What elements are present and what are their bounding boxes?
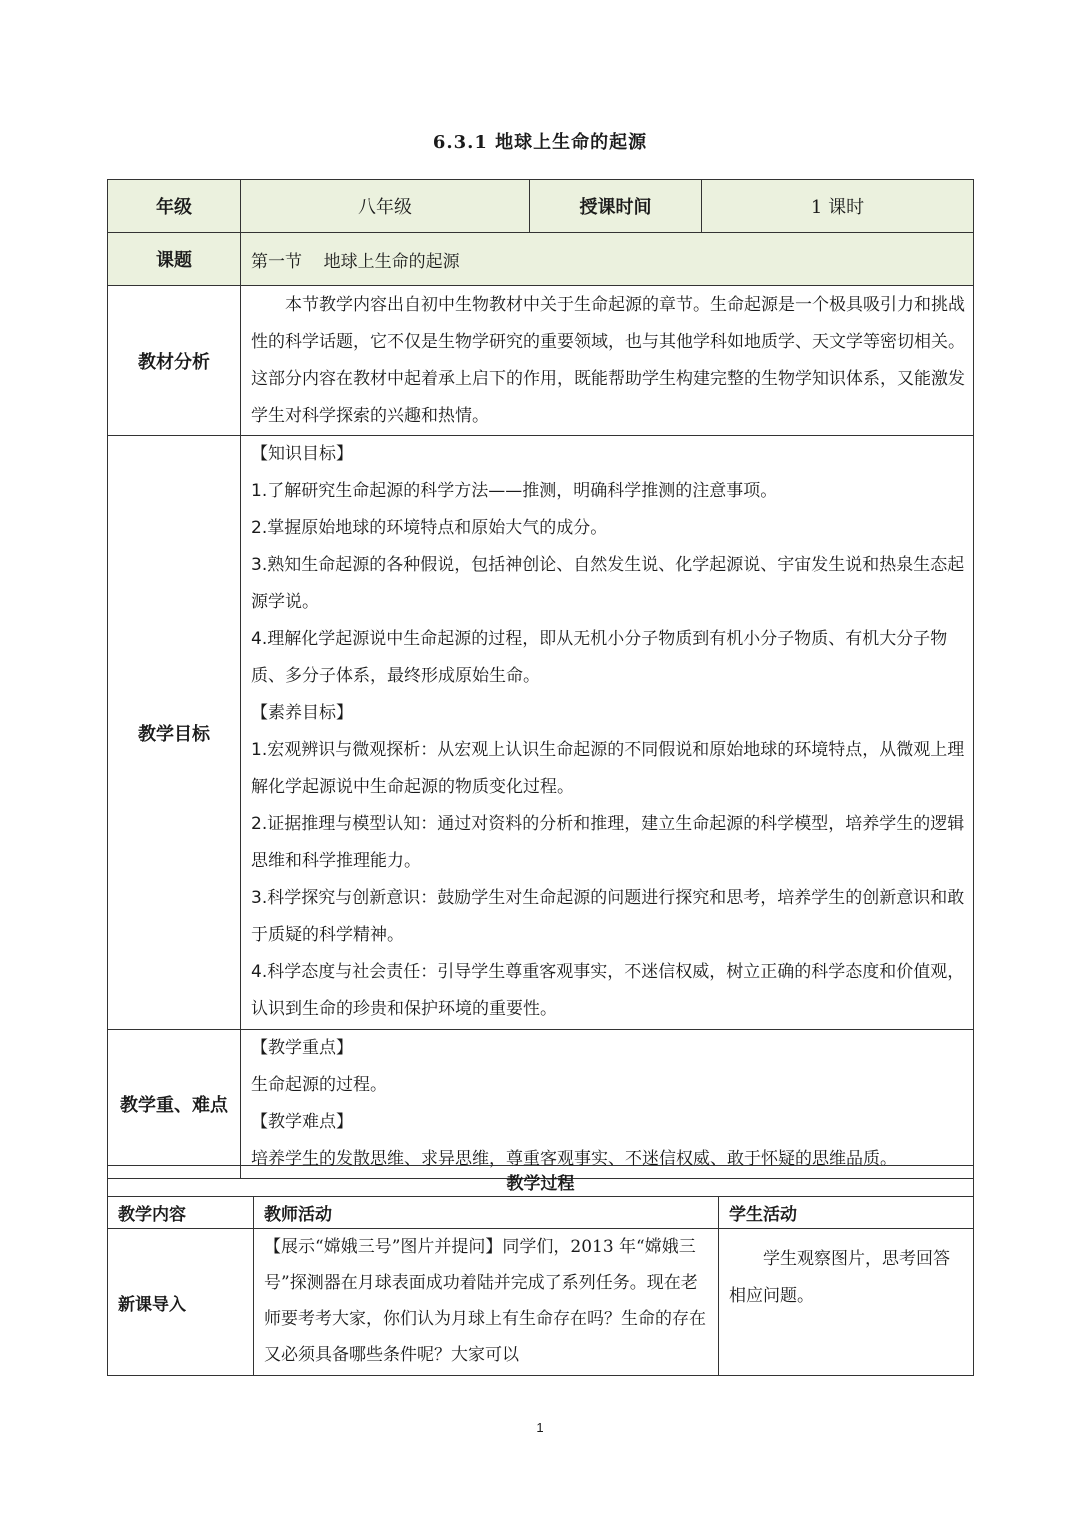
knowledge-item: 2.掌握原始地球的环境特点和原始大气的成分。 (251, 518, 608, 538)
literacy-item: 1.宏观辨识与微观探析：从宏观上认识生命起源的不同假说和原始地球的环境特点，从微观上理解化学起源说中生命起源的物质变化过程。 (251, 740, 965, 797)
col-teacher-header: 教师活动 (254, 1197, 719, 1229)
objectives-label: 教学目标 (108, 436, 241, 1030)
process-table (107, 1165, 974, 1376)
col-content-header: 教学内容 (108, 1197, 254, 1229)
literacy-item: 4.科学态度与社会责任：引导学生尊重客观事实，不迷信权威，树立正确的科学态度和价值观，认识到生命的珍贵和保护环境的重要性。 (251, 962, 965, 1019)
topic-value: 第一节 地球上生命的起源 (241, 233, 974, 286)
intro-label: 新课导入 (108, 1229, 254, 1376)
objectives-content (241, 436, 974, 1030)
grade-row (108, 180, 974, 233)
process-column-headers (108, 1197, 974, 1229)
page-number: 1 (536, 1420, 544, 1435)
grade-label: 年级 (108, 180, 241, 233)
time-value: 1 课时 (702, 180, 974, 233)
knowledge-item: 1.了解研究生命起源的科学方法——推测，明确科学推测的注意事项。 (251, 481, 778, 501)
analysis-text: 本节教学内容出自初中生物教材中关于生命起源的章节。生命起源是一个极具吸引力和挑战性的科学话题，它不仅是生物学研究的重要领域，也与其他学科如地质学、天文学等密切相关。这部分内容在教材中起着承上启下的作用，既能帮助学生构建完整的生物学知识体系，又能激发学生对科学探索的兴趣和热情。 (241, 286, 974, 436)
process-title-row (108, 1166, 974, 1197)
key-points-row (108, 1030, 974, 1179)
student-activity: 学生观察图片，思考回答相应问题。 (719, 1229, 974, 1376)
key-heading: 【教学重点】 (251, 1038, 353, 1058)
key-points-label: 教学重、难点 (108, 1030, 241, 1179)
literacy-heading: 【素养目标】 (251, 703, 353, 723)
objectives-row (108, 436, 974, 1030)
teacher-activity: 【展示“嫦娥三号”图片并提问】同学们，2013 年“嫦娥三号”探测器在月球表面成功着陆并完成了系列任务。现在老师要考考大家，你们认为月球上有生命存在吗？生命的存在又必须具备哪些条件呢？大家可以 (254, 1229, 719, 1376)
knowledge-item: 3.熟知生命起源的各种假说，包括神创论、自然发生说、化学起源说、宇宙发生说和热泉生态起源学说。 (251, 555, 965, 612)
page-title: 6.3.1 地球上生命的起源 (432, 132, 648, 153)
difficult-heading: 【教学难点】 (251, 1112, 353, 1132)
key-text: 生命起源的过程。 (251, 1075, 387, 1095)
topic-row (108, 233, 974, 286)
literacy-item: 2.证据推理与模型认知：通过对资料的分析和推理，建立生命起源的科学模型，培养学生的逻辑思维和科学推理能力。 (251, 814, 965, 871)
col-student-header: 学生活动 (719, 1197, 974, 1229)
info-table (107, 179, 974, 1179)
time-label: 授课时间 (530, 180, 702, 233)
grade-value: 八年级 (241, 180, 530, 233)
knowledge-item: 4.理解化学起源说中生命起源的过程，即从无机小分子物质到有机小分子物质、有机大分子物质、多分子体系，最终形成原始生命。 (251, 629, 948, 686)
intro-row (108, 1229, 974, 1376)
analysis-row (108, 286, 974, 436)
process-title: 教学过程 (108, 1166, 974, 1197)
literacy-item: 3.科学探究与创新意识：鼓励学生对生命起源的问题进行探究和思考，培养学生的创新意识和敢于质疑的科学精神。 (251, 888, 965, 945)
key-points-content (241, 1030, 974, 1179)
analysis-label: 教材分析 (108, 286, 241, 436)
difficult-text: 培养学生的发散思维、求异思维，尊重客观事实、不迷信权威、敢于怀疑的思维品质。 (251, 1149, 897, 1169)
topic-label: 课题 (108, 233, 241, 286)
knowledge-heading: 【知识目标】 (251, 444, 353, 464)
